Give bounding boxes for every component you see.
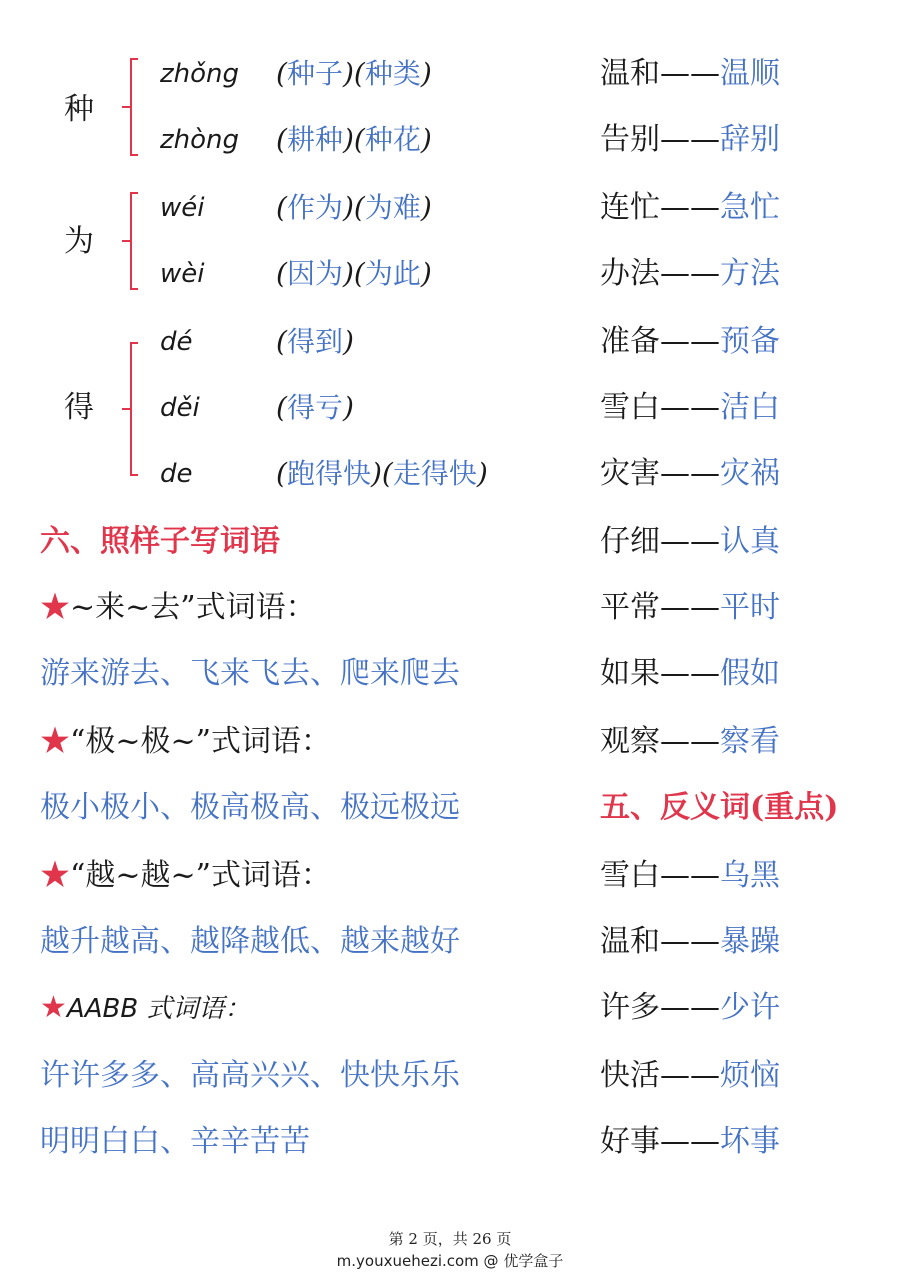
star-icon: ★	[40, 858, 70, 893]
pattern-words: 越升越高、越降越低、越来越好	[40, 924, 460, 959]
example-words: (跑得快)(走得快)	[276, 457, 488, 490]
pinyin: dé	[160, 327, 193, 357]
example-words: (因为)(为此)	[276, 257, 432, 290]
pattern-label: ★“越~越~”式词语：	[40, 858, 331, 893]
example-words: (作为)(为难)	[276, 191, 432, 224]
synonym-pair: 连忙——急忙	[600, 190, 780, 225]
star-icon: ★	[40, 590, 70, 625]
pattern-label: ★AABB 式词语：	[40, 990, 251, 1025]
synonym-pair: 告别——辞别	[600, 122, 780, 157]
page-number: 第 2 页，共 26 页	[388, 1230, 512, 1248]
polyphone-char: 种	[64, 92, 94, 127]
pinyin: zhǒng	[160, 59, 240, 89]
pattern-words: 许许多多、高高兴兴、快快乐乐	[40, 1058, 460, 1093]
section-six-title: 六、照样子写词语	[40, 524, 280, 559]
polyphone-brace	[130, 344, 140, 474]
synonym-pair: 如果——假如	[600, 656, 780, 691]
synonym-pair: 温和——温顺	[600, 56, 780, 91]
polyphone-brace	[130, 60, 140, 154]
antonym-pair: 雪白——乌黑	[600, 858, 780, 893]
synonym-pair: 平常——平时	[600, 590, 780, 625]
synonym-pair: 办法——方法	[600, 256, 780, 291]
example-words: (种子)(种类)	[276, 57, 432, 90]
pinyin: děi	[160, 393, 200, 423]
polyphone-brace	[130, 194, 140, 288]
polyphone-char: 得	[64, 390, 94, 425]
antonym-pair: 温和——暴躁	[600, 924, 780, 959]
pinyin: wéi	[160, 193, 205, 223]
pinyin: de	[160, 459, 193, 489]
antonym-pair: 快活——烦恼	[600, 1058, 780, 1093]
pattern-words: 极小极小、极高极高、极远极远	[40, 790, 460, 825]
antonym-pair: 许多——少许	[600, 990, 780, 1025]
star-icon: ★	[40, 724, 70, 759]
pattern-label: ★~来~去”式词语：	[40, 590, 316, 625]
site-footer[interactable]: m.youxuehezi.com @ 优学盒子	[336, 1252, 564, 1270]
synonym-pair: 灾害——灾祸	[600, 456, 780, 491]
example-words: (得亏)	[276, 391, 354, 424]
synonym-pair: 准备——预备	[600, 324, 780, 359]
star-icon: ★	[40, 990, 67, 1025]
synonym-pair: 雪白——洁白	[600, 390, 780, 425]
example-words: (得到)	[276, 325, 354, 358]
synonym-pair: 观察——察看	[600, 724, 780, 759]
pinyin: zhòng	[160, 125, 240, 155]
pinyin: wèi	[160, 259, 205, 289]
antonym-pair: 好事——坏事	[600, 1124, 780, 1159]
synonym-pair: 仔细——认真	[600, 524, 780, 559]
pattern-label: ★“极~极~”式词语：	[40, 724, 331, 759]
pattern-words: 游来游去、飞来飞去、爬来爬去	[40, 656, 460, 691]
section-five-title: 五、反义词(重点)	[600, 790, 839, 825]
example-words: (耕种)(种花)	[276, 123, 432, 156]
polyphone-char: 为	[64, 224, 94, 259]
pattern-words: 明明白白、辛辛苦苦	[40, 1124, 310, 1159]
